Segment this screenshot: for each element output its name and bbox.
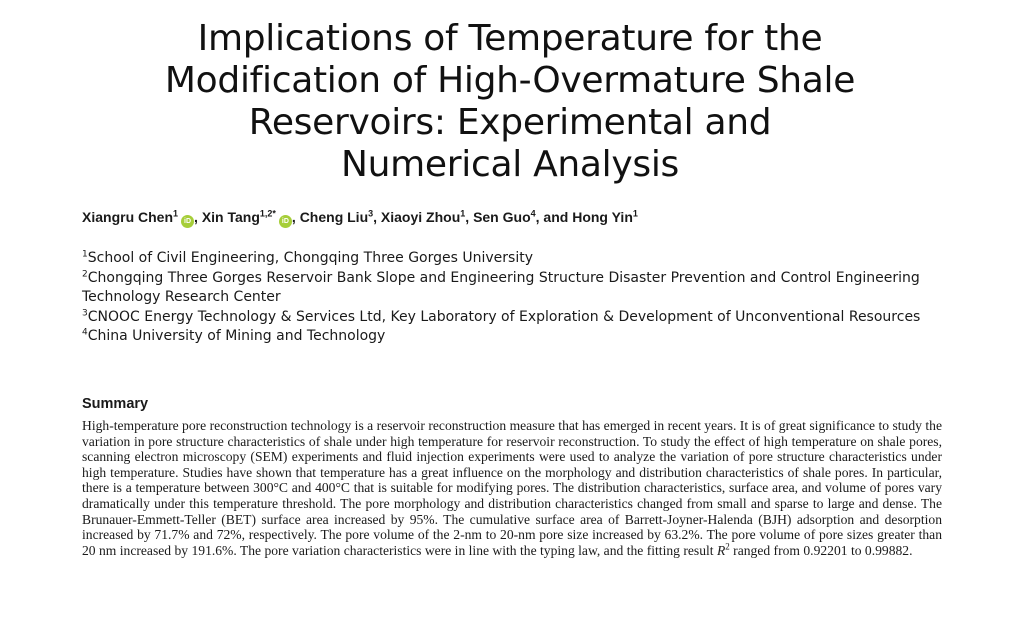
affiliation-text: Chongqing Three Gorges Reservoir Bank Slope and Engineering Structure Disaster Prevention and Control Engineering Technology Research Center	[82, 269, 920, 305]
author-affiliation-mark: 4	[530, 208, 536, 219]
orcid-icon[interactable]: iD	[279, 215, 292, 228]
affiliation-text: School of Civil Engineering, Chongqing Three Gorges University	[87, 250, 533, 266]
author-list	[82, 207, 982, 228]
affiliation-mark: 4	[82, 327, 88, 338]
author-separator: ,	[291, 209, 300, 225]
author-separator: ,	[465, 209, 474, 225]
author-name: Xiaoyi Zhou	[380, 209, 461, 225]
affiliation-item	[82, 249, 942, 269]
author-affiliation-mark: 1	[460, 208, 466, 219]
summary-heading: Summary	[82, 396, 149, 412]
author-affiliation-mark: 1	[173, 208, 179, 219]
title-line: Modification of High-Overmature Shale	[164, 60, 856, 101]
author-name: Cheng Liu	[299, 209, 369, 225]
author-name: Xin Tang	[201, 209, 260, 225]
author-affiliation-mark: 3	[368, 208, 374, 219]
author-name: Xiangru Chen	[82, 209, 174, 225]
summary-main-text: High-temperature pore reconstruction technology is a reservoir reconstruction measure that has emerged in recent years. It is of great significance to study the variation in pore structure characteristics of shale under high temperature for reservoir reconstruction. To study the effect of high temperature on shale pores, scanning electron microscopy (SEM) experiments and fluid injection experiments were used to analyze the variation of pore structure characteristics under high temperature. Studies have shown that temperature has a great influence on the morphology and distribution characteristics of shale pores. In particular, there is a temperature between 300°C and 400°C that is suitable for modifying pores. The distribution characteristics, surface area, and volume of pores vary dramatically under this temperature threshold. The pore morphology and distribution characteristics changed from small and sparse to large and dense. The Brunauer-Emmett-Teller (BET) surface area increased by 95%. The cumulative surface area of Barrett-Joyner-Halenda (BJH) adsorption and desorption increased by 71.7% and 72%, respectively. The pore volume of the 2-nm to 20-nm pore size increased by 63.2%. The pore volume of pore sizes greater than 20 nm increased by 191.6%. The pore variation characteristics were in line with the typing law, and the fitting result	[82, 418, 942, 558]
affiliation-mark: 2	[82, 268, 88, 279]
author-name: Hong Yin	[572, 209, 633, 225]
author-affiliation-mark: 1,2*	[259, 208, 276, 219]
affiliation-text: CNOOC Energy Technology & Services Ltd, Key Laboratory of Exploration & Development of Unconventional Resources	[87, 308, 921, 325]
title-line: Implications of Temperature for the	[197, 18, 823, 59]
affiliation-list	[82, 249, 942, 347]
title-line: Reservoirs: Experimental and	[248, 102, 772, 143]
affiliation-mark: 1	[82, 249, 88, 260]
author-separator: ,	[194, 209, 202, 225]
affiliation-item	[82, 327, 942, 347]
summary-variable: R	[716, 542, 726, 558]
author-separator: ,	[373, 209, 381, 225]
summary-variable-exponent: 2	[725, 541, 730, 552]
affiliation-mark: 3	[82, 307, 88, 318]
summary-body	[82, 418, 942, 558]
affiliation-item	[82, 269, 942, 308]
paper-title	[90, 18, 930, 186]
summary-tail-text: ranged from 0.92201 to 0.99882.	[729, 542, 913, 558]
affiliation-text: China University of Mining and Technology	[87, 328, 386, 344]
author-affiliation-mark: 1	[632, 208, 638, 219]
author-name: Sen Guo	[473, 209, 531, 225]
title-line: Numerical Analysis	[341, 144, 679, 185]
orcid-icon[interactable]: iD	[181, 215, 194, 228]
author-separator: , and	[535, 209, 573, 225]
affiliation-item	[82, 308, 942, 328]
